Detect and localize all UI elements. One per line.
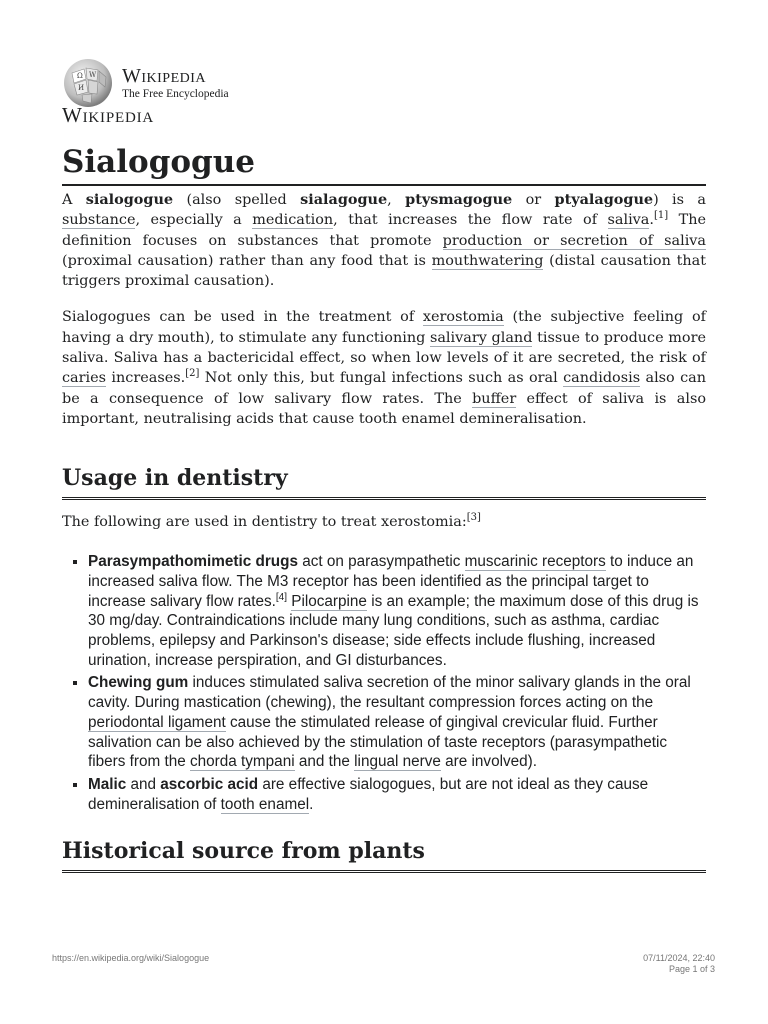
text: ) is a <box>653 192 707 208</box>
text: cause the stimulated release of gingival crevicular fluid. Further salivation can be also achieved by the stimulation of taste receptors (parasympathetic fibers from the <box>88 713 668 771</box>
text: tissue to produce more saliva. Saliva has a bactericidal effect, so when low levels of it are secreted, the risk of <box>62 329 706 367</box>
citation-3[interactable]: [3] <box>466 512 481 524</box>
bold-term: Malic <box>88 776 127 793</box>
svg-text:W: W <box>89 71 97 79</box>
link-chorda-tympani[interactable]: chorda tympani <box>190 753 295 771</box>
footer-url: https://en.wikipedia.org/wiki/Sialogogue <box>52 953 210 963</box>
text: induces stimulated saliva secretion of the minor salivary glands in the oral cavity. During mastication (chewing), the resultant compression forces acting on the <box>88 674 691 712</box>
text: (the subjective feeling of having a dry mouth), to stimulate any functioning <box>62 309 706 346</box>
bold-term: sialagogue <box>300 191 388 208</box>
section-heading-historical: Historical source from plants <box>62 836 706 873</box>
link-caries[interactable]: caries <box>62 370 107 387</box>
text: (distal causation that triggers proximal causation). <box>62 252 706 290</box>
citation-1[interactable]: [1] <box>653 210 669 222</box>
text: . <box>309 795 314 813</box>
link-lingual-nerve[interactable]: lingual nerve <box>354 753 441 771</box>
article-body <box>62 190 706 873</box>
text: to induce an increased saliva flow. The M3 receptor has been identified as the principal target to increase salivary flow rates. <box>88 553 694 610</box>
wordmark-tagline: The Free Encyclopedia <box>122 88 229 100</box>
text: and <box>126 776 161 793</box>
link-saliva[interactable]: saliva <box>607 212 650 229</box>
bold-term: Parasympathomimetic drugs <box>88 553 298 571</box>
text: effect of saliva is also important, neutralising acids that cause tooth enamel demineralisation. <box>62 390 707 427</box>
link-salivary-gland[interactable]: salivary gland <box>429 329 533 346</box>
usage-list <box>62 552 706 814</box>
text: , that increases the flow rate of <box>333 212 608 229</box>
bold-term: ptysmagogue <box>405 191 513 208</box>
text: (also spelled <box>173 192 301 208</box>
text: act on parasympathetic <box>297 553 465 571</box>
text: or <box>512 192 555 208</box>
link-periodontal-ligament[interactable]: periodontal ligament <box>88 713 226 731</box>
link-medication[interactable]: medication <box>252 212 334 229</box>
link-muscarinic-receptors[interactable]: muscarinic receptors <box>464 553 606 571</box>
text: increases. <box>106 370 186 387</box>
text: are effective sialogogues, but are not ideal as they cause demineralisation of <box>88 776 649 813</box>
svg-text:Ω: Ω <box>77 72 83 80</box>
page-title: Sialogogue <box>62 140 706 186</box>
wordmark-title: Wikipedia <box>122 65 207 87</box>
text: are involved). <box>440 753 537 771</box>
text: The following are used in dentistry to treat xerostomia: <box>62 514 467 531</box>
text: , especially a <box>135 212 253 229</box>
link-candidosis[interactable]: candidosis <box>563 370 641 387</box>
bold-term: Chewing gum <box>88 674 189 692</box>
text: also can be a consequence of low salivary flow rates. The <box>62 370 707 407</box>
footer-meta <box>643 953 715 975</box>
link-production-secretion[interactable]: production or secretion of saliva <box>442 232 707 249</box>
footer-page-number: Page 1 of 3 <box>668 964 715 974</box>
bold-term: ptyalagogue <box>554 191 654 208</box>
link-pilocarpine[interactable]: Pilocarpine <box>291 592 367 610</box>
link-buffer[interactable]: buffer <box>472 390 517 407</box>
intro-paragraph <box>62 190 706 291</box>
text: (proximal causation) rather than any food that is <box>62 252 432 269</box>
text: Not only this, but fungal infections such as oral <box>199 370 564 387</box>
section-intro <box>62 512 706 532</box>
list-item <box>88 775 706 814</box>
link-substance[interactable]: substance <box>62 212 136 229</box>
bold-term: sialogogue <box>85 191 174 208</box>
link-mouthwatering[interactable]: mouthwatering <box>431 252 544 269</box>
list-item <box>88 673 706 772</box>
footer-datetime: 07/11/2024, 22:40 <box>643 953 715 963</box>
text: The definition focuses on substances that promote <box>62 212 706 249</box>
svg-text:И: И <box>78 84 85 92</box>
citation-2[interactable]: [2] <box>185 368 200 380</box>
text: and the <box>294 753 355 771</box>
list-item <box>88 552 706 670</box>
text: A <box>62 192 86 208</box>
second-paragraph <box>62 307 706 429</box>
citation-4[interactable]: [4] <box>275 591 288 603</box>
text: . <box>649 212 654 229</box>
link-xerostomia[interactable]: xerostomia <box>422 309 504 326</box>
wikipedia-logo[interactable] <box>62 58 229 108</box>
bold-term: ascorbic acid <box>160 776 259 793</box>
link-tooth-enamel[interactable]: tooth enamel <box>220 795 310 813</box>
text: Sialogogues can be used in the treatment of <box>62 309 423 326</box>
text: is an example; the maximum dose of this drug is 30 mg/day. Contraindications include many lung conditions, such as asthma, cardiac problems, epilepsy and Parkinson's disease; side effects include flushing, increased urination, increase perspiration, and GI disturbances. <box>88 592 699 669</box>
wordmark-secondary: Wikipedia <box>62 103 155 127</box>
section-heading-usage: Usage in dentistry <box>62 463 706 500</box>
wikipedia-globe-icon <box>62 57 114 109</box>
text: , <box>387 192 406 208</box>
